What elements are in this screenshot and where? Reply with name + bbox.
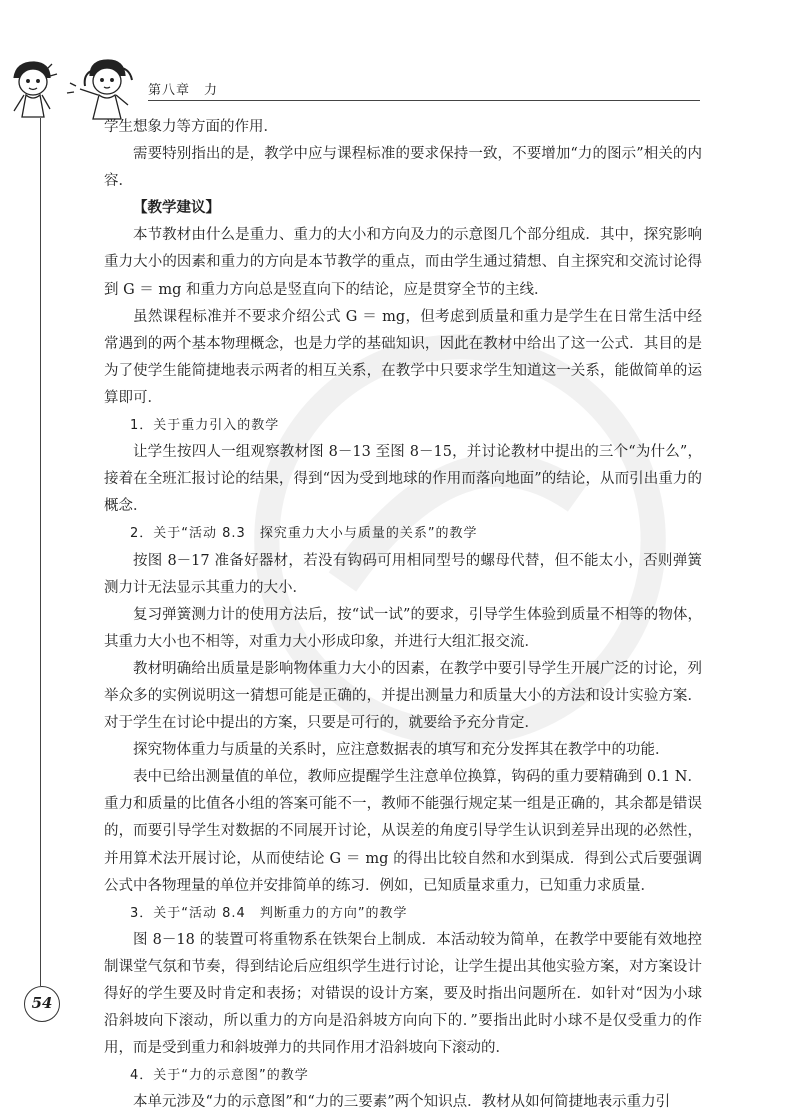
paragraph: 表中已给出测量值的单位，教师应提醒学生注意单位换算，钩码的重力要精确到 0.1 N．重力和质量的比值各小组的答案可能不一，教师不能强行规定某一组是正确的，其余都是错误的，而要引导学生对数据的不同展开讨论，从误差的角度引导学生认识到差异出现的必然性，并用算术法开展讨论，从而使结论 G ＝ mg 的得出比较自然和水到渠成．得到公式后要强调公式中各物理量的单位并安排简单的练习．例如，已知质量求重力，已知重力求质量． (104, 769, 702, 894)
paragraph: 教材明确给出质量是影响物体重力大小的因素，在教学中要引导学生开展广泛的讨论，列举众多的实例说明这一猜想可能是正确的，并提出测量力和质量大小的方法和设计实验方案．对于学生在讨论中提出的方案，只要是可行的，就要给予充分肯定． (104, 660, 702, 732)
item-heading: 1．关于重力引入的教学 (130, 418, 280, 434)
paragraph: 图 8－18 的装置可将重物系在铁架台上制成．本活动较为简单，在教学中要能有效地控制课堂气氛和节奏，得到结论后应组织学生进行讨论，让学生提出其他实验方案，对方案设计得好的学生要及时肯定和表扬；对错误的设计方案，要及时指出问题所在．如针对“因为小球沿斜坡向下滚动，所以重力的方向是沿斜坡方向向下的．”要指出此时小球不是仅受重力的作用，而是受到重力和斜坡弹力的共同作用才沿斜坡向下滚动的． (104, 931, 702, 1057)
page-number: 54 (24, 986, 60, 1022)
paragraph: 按图 8－17 准备好器材，若没有钩码可用相同型号的螺母代替，但不能太小，否则弹簧测力计无法显示其重力的大小． (104, 552, 702, 596)
paragraph: 需要特别指出的是，教学中应与课程标准的要求保持一致，不要增加“力的图示”相关的内容． (104, 146, 702, 190)
paragraph: 虽然课程标准并不要求介绍公式 G ＝ mg，但考虑到质量和重力是学生在日常生活中经常遇到的两个基本物理概念，也是力学的基础知识，因此在教材中给出了这一公式．其目的是为了使学生能简捷地表示两者的相互关系，在教学中只要求学生知道这一关系，能做简单的运算即可． (104, 308, 702, 406)
paragraph: 本单元涉及“力的示意图”和“力的三要素”两个知识点．教材从如何简捷地表示重力引 (133, 1094, 671, 1111)
item-heading: 2．关于“活动 8.3 探究重力大小与质量的关系”的教学 (130, 526, 478, 542)
paragraph: 本节教材由什么是重力、重力的大小和方向及力的示意图几个部分组成．其中，探究影响重力大小的因素和重力的方向是本节教学的重点，而由学生通过猜想、自主探究和交流讨论得到 G ＝ mg 和重力方向总是竖直向下的结论，应是贯穿全节的主线． (104, 227, 702, 298)
item-heading: 4．关于“力的示意图”的教学 (130, 1068, 309, 1084)
paragraph: 复习弹簧测力计的使用方法后，按“试一试”的要求，引导学生体验到质量不相等的物体，其重力大小也不相等，对重力大小形成印象，并进行大组汇报交流． (104, 606, 702, 650)
paragraph: 让学生按四人一组观察教材图 8－13 至图 8－15，并讨论教材中提出的三个“为什么”，接着在全班汇报讨论的结果，得到“因为受到地球的作用而落向地面”的结论，从而引出重力的概念． (104, 444, 702, 515)
paragraph: 探究物体重力与质量的关系时，应注意数据表的填写和充分发挥其在教学中的功能． (133, 742, 670, 759)
paragraph: 学生想象力等方面的作用． (104, 119, 278, 135)
item-heading: 3．关于“活动 8.4 判断重力的方向”的教学 (130, 905, 408, 921)
chapter-title: 第八章 力 (148, 83, 219, 98)
section-heading: 【教学建议】 (133, 200, 220, 217)
body-text (104, 114, 702, 1116)
header-rule (148, 100, 700, 101)
margin-rule (40, 118, 41, 986)
header-illustration (6, 50, 154, 122)
